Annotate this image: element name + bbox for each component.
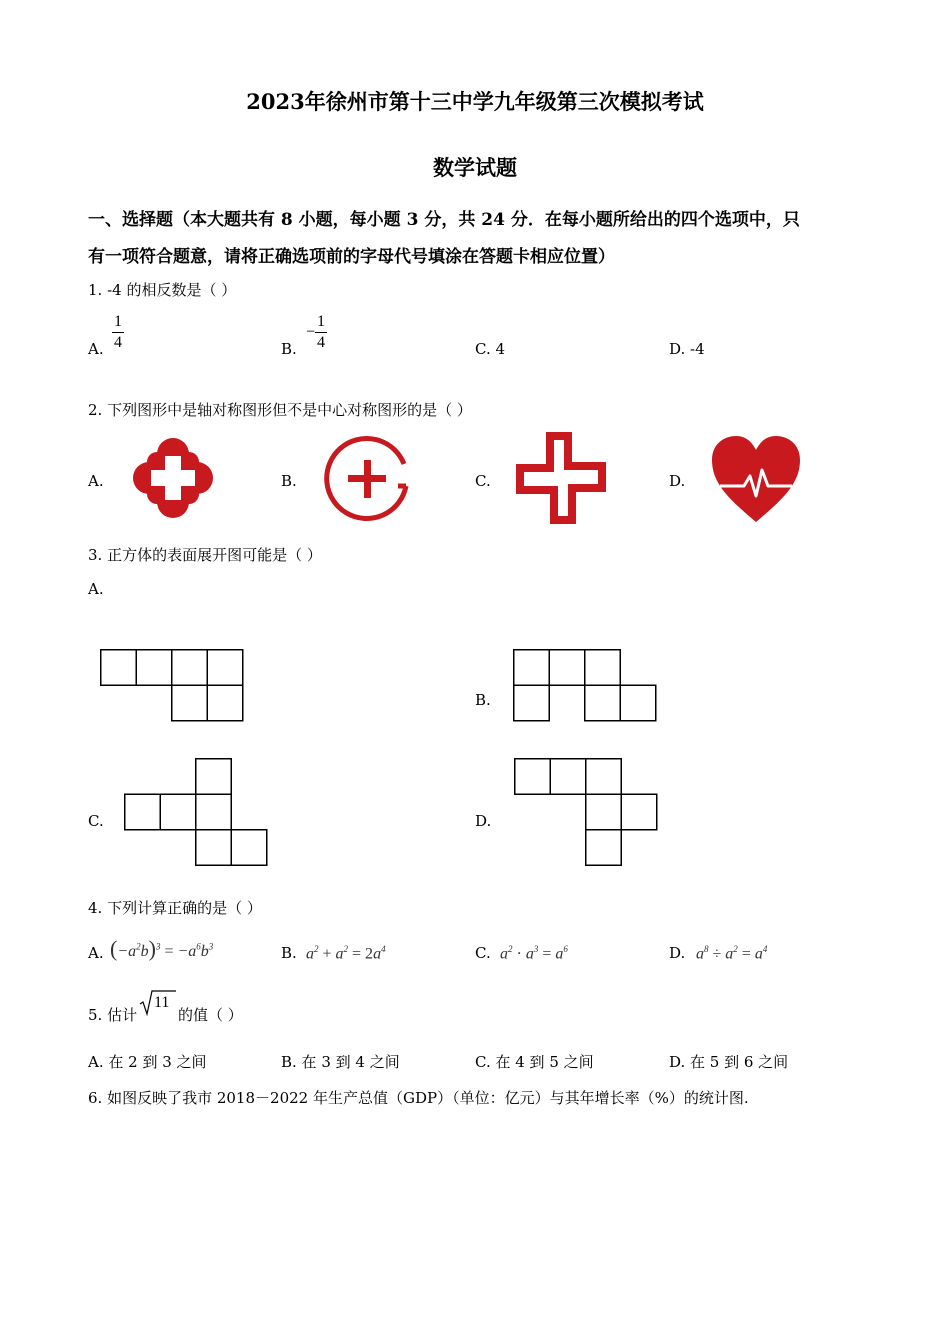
page-title: 2023年徐州市第十三中学九年级第三次模拟考试 xyxy=(246,89,704,114)
cube-net-a xyxy=(100,649,245,722)
q4-option-b-expression: $a^2 + a^2 = 2a^4$ xyxy=(306,944,386,963)
q4-option-c-label: C. xyxy=(475,944,491,962)
q1-a-numerator: 1 xyxy=(112,314,124,333)
cube-net-b xyxy=(513,649,658,722)
q1-option-c: C. 4 xyxy=(475,340,506,358)
q2-option-c-label: C. xyxy=(475,472,491,490)
question-4-stem: 4. 下列计算正确的是（ ） xyxy=(88,899,262,917)
q1-option-a-fraction xyxy=(112,314,124,351)
q3-option-c-label: C. xyxy=(88,812,104,830)
circle-plus-icon xyxy=(322,434,412,524)
cube-net-c xyxy=(124,758,269,866)
section-heading-line2: 有一项符合题意，请将正确选项前的字母代号填涂在答题卡相应位置） xyxy=(88,247,615,267)
q1-option-b-label: B. xyxy=(281,340,297,358)
q4-option-d-label: D. xyxy=(669,944,686,962)
q3-option-a-label: A. xyxy=(88,580,104,598)
q5-option-a: A. 在 2 到 3 之间 xyxy=(88,1053,207,1071)
q1-option-d: D. -4 xyxy=(669,340,705,358)
q1-option-a-label: A. xyxy=(88,340,104,358)
q1-a-denominator: 4 xyxy=(114,334,122,351)
page-subtitle: 数学试题 xyxy=(433,155,517,180)
question-6-stem: 6. 如图反映了我市 2018－2022 年生产总值（GDP）（单位：亿元）与其年增长率（%）的统计图. xyxy=(88,1089,749,1107)
q4-option-b-label: B. xyxy=(281,944,297,962)
q2-option-b-label: B. xyxy=(281,472,297,490)
q5-option-c: C. 在 4 到 5 之间 xyxy=(475,1053,594,1071)
q4-option-d-expression: $a^8 \div a^2 = a^4$ xyxy=(696,944,768,963)
question-1-stem: 1. -4 的相反数是（ ） xyxy=(88,281,237,299)
q4-option-c-expression: $a^2 \cdot a^3 = a^6$ xyxy=(500,944,568,963)
q1-b-numerator: 1 xyxy=(315,314,327,333)
q1-b-minus-sign: − xyxy=(306,323,316,341)
heart-heartbeat-icon xyxy=(710,434,802,524)
q2-option-a-label: A. xyxy=(88,472,104,490)
q1-b-denominator: 4 xyxy=(317,334,326,351)
q4-option-a-label: A. xyxy=(88,944,104,962)
offset-cross-icon xyxy=(516,432,608,524)
cube-net-d xyxy=(514,758,659,866)
question-5-stem-prefix: 5. 估计 xyxy=(88,1006,138,1024)
question-2-stem: 2. 下列图形中是轴对称图形但不是中心对称图形的是（ ） xyxy=(88,401,472,419)
q5-option-d: D. 在 5 到 6 之间 xyxy=(669,1053,789,1071)
q4-option-a-expression: $(-a^2b)^3 = -a^6b^3$ xyxy=(110,936,214,961)
question-5-stem-suffix: 的值（ ） xyxy=(178,1006,243,1024)
q1-option-b-fraction xyxy=(306,314,327,351)
q3-option-b-label: B. xyxy=(475,691,491,709)
question-3-stem: 3. 正方体的表面展开图可能是（ ） xyxy=(88,546,322,564)
q5-option-b: B. 在 3 到 4 之间 xyxy=(281,1053,400,1071)
q3-option-d-label: D. xyxy=(475,812,492,830)
red-cross-flower-icon xyxy=(133,438,213,518)
q2-option-d-label: D. xyxy=(669,472,686,490)
section-heading-line1: 一、选择题（本大题共有 8 小题，每小题 3 分，共 24 分．在每小题所给出的四个选项中，只 xyxy=(88,210,800,230)
q5-radicand: 11 xyxy=(154,994,170,1011)
